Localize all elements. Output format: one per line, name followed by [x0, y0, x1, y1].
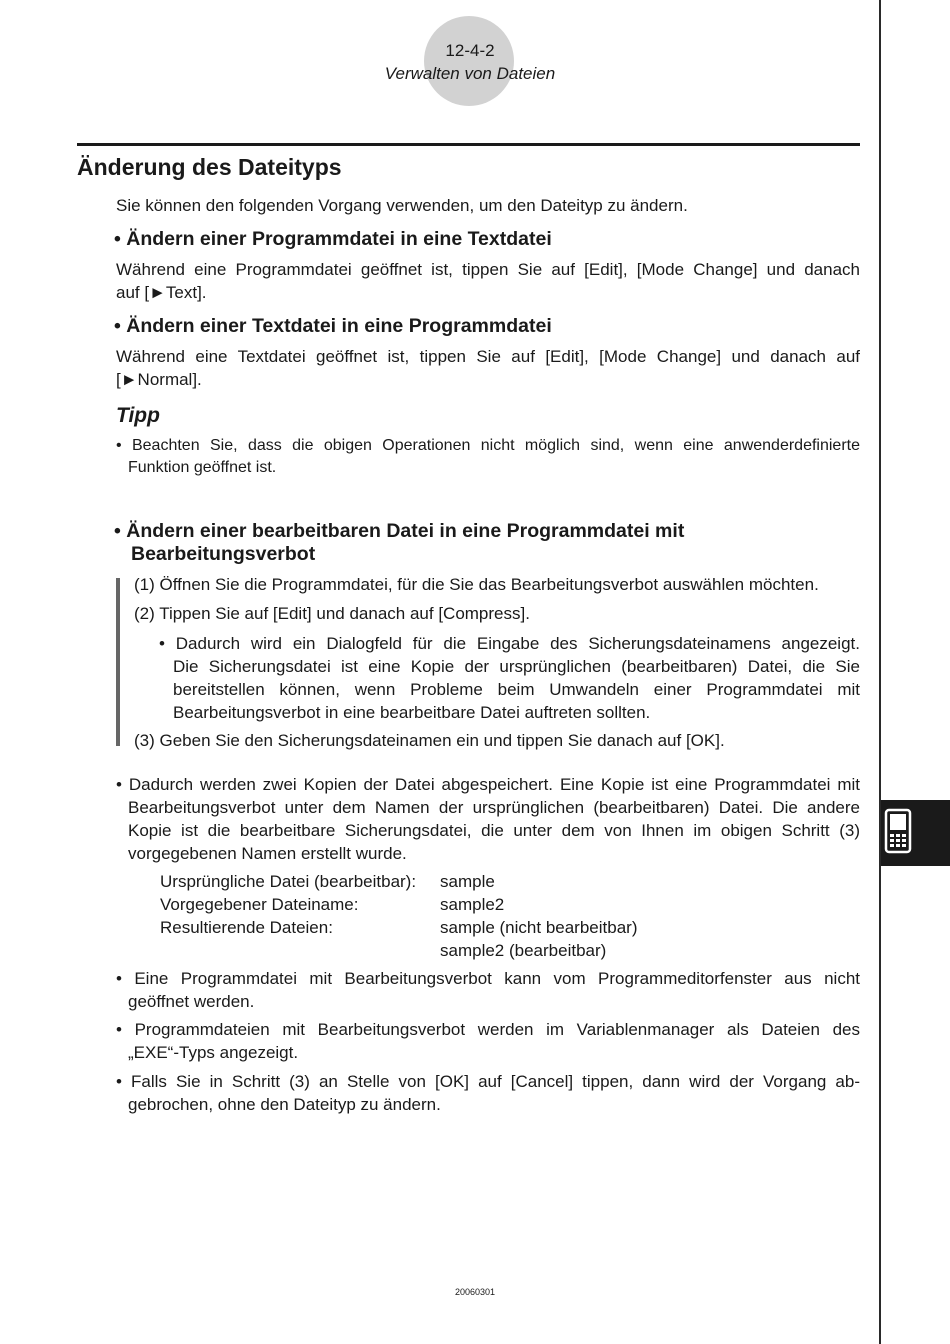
- calculator-icon: [884, 808, 912, 854]
- note-4-line2: gebrochen, ohne den Dateityp zu ändern.: [128, 1095, 441, 1114]
- sub2-heading: • Ändern einer Textdatei in eine Programmdatei: [114, 315, 552, 337]
- step-2-bullet-line2: Die Sicherungsdatei ist eine Kopie der ursprünglichen (bearbeitbaren) Datei, die Sie: [173, 657, 860, 676]
- header-circle: [424, 16, 514, 106]
- sub3-heading-line2: Bearbeitungsverbot: [131, 543, 316, 565]
- header-rule: [77, 143, 860, 146]
- note-2-line2: geöffnet werden.: [128, 992, 255, 1011]
- step-3: (3) Geben Sie den Sicherungsdateinamen ein und tippen Sie danach auf [OK].: [134, 731, 725, 750]
- tip-line2: Funktion geöffnet ist.: [128, 459, 277, 476]
- example-label-2: Vorgegebener Dateiname:: [160, 895, 359, 914]
- example-value-3: sample (nicht bearbeitbar): [440, 918, 638, 937]
- sub1-line2: auf [►Text].: [116, 283, 207, 302]
- tip-line1: • Beachten Sie, dass die obigen Operationen nicht möglich sind, wenn eine anwenderdefinierte: [116, 437, 860, 454]
- sub2-body: [116, 345, 860, 391]
- example-value-4: sample2 (bearbeitbar): [440, 941, 607, 960]
- note-4: [116, 1070, 860, 1116]
- sub3-heading-line1: • Ändern einer bearbeitbaren Datei in eine Programmdatei mit: [114, 520, 685, 542]
- intro-text: Sie können den folgenden Vorgang verwenden, um den Dateityp zu ändern.: [116, 196, 688, 215]
- footer-code: 20060301: [454, 1287, 496, 1297]
- note-2-line1: • Eine Programmdatei mit Bearbeitungsverbot kann vom Programmeditorfenster aus nicht: [116, 969, 860, 988]
- sub2-line1: Während eine Textdatei geöffnet ist, tippen Sie auf [Edit], [Mode Change] und danach auf: [116, 347, 860, 366]
- tip-body: [116, 435, 860, 479]
- example-label-1: Ursprüngliche Datei (bearbeitbar):: [160, 872, 417, 891]
- chapter-tab: [881, 800, 950, 866]
- example-value-1: sample: [440, 872, 495, 891]
- steps-bar: [116, 578, 120, 746]
- section-title: Verwalten von Dateien: [384, 64, 556, 83]
- sub1-body: [116, 258, 860, 304]
- note-1: [116, 773, 860, 865]
- note-3-line2: „EXE“-Typs angezeigt.: [128, 1043, 299, 1062]
- note-3-line1: • Programmdateien mit Bearbeitungsverbot werden im Variablenmanager als Dateien des: [116, 1020, 860, 1039]
- example-label-3: Resultierende Dateien:: [160, 918, 333, 937]
- example-value-2: sample2: [440, 895, 505, 914]
- step-2-bullet: [159, 632, 860, 724]
- page-heading: Änderung des Dateityps: [77, 154, 342, 180]
- page-edge-rule: [879, 0, 881, 1344]
- step-2-bullet-line1: • Dadurch wird ein Dialogfeld für die Eingabe des Sicherungsdateinamens angezeigt.: [159, 634, 860, 653]
- sub3-heading: [114, 520, 684, 566]
- sub1-line1: Während eine Programmdatei geöffnet ist, tippen Sie auf [Edit], [Mode Change] und danach: [116, 260, 860, 279]
- step-1: (1) Öffnen Sie die Programmdatei, für die Sie das Bearbeitungsverbot auswählen möchten.: [134, 575, 819, 594]
- step-2-bullet-line4: Bearbeitungsverbot in eine bearbeitbare Datei auftreten sollten.: [173, 703, 651, 722]
- note-1-line4: vorgegebenen Namen erstellt wurde.: [128, 844, 407, 863]
- sub2-line2: [►Normal].: [116, 370, 202, 389]
- step-2-bullet-line3: bereitstellen können, wenn Probleme beim Umwandeln einer Programmdatei mit: [173, 680, 860, 699]
- note-3: [116, 1018, 860, 1064]
- sub1-heading: • Ändern einer Programmdatei in eine Textdatei: [114, 228, 552, 250]
- step-2: (2) Tippen Sie auf [Edit] und danach auf [Compress].: [134, 604, 530, 623]
- note-1-line2: Bearbeitungsverbot unter dem Namen der ursprünglichen (bearbeitbaren) Datei. Die andere: [128, 798, 860, 817]
- note-1-line1: • Dadurch werden zwei Kopien der Datei abgespeichert. Eine Kopie ist eine Programmdatei mit: [116, 775, 860, 794]
- note-1-line3: Kopie ist die bearbeitbare Sicherungsdatei, die unter dem von Ihnen im obigen Schritt (3): [128, 821, 860, 840]
- tip-heading: Tipp: [116, 404, 160, 427]
- note-2: [116, 967, 860, 1013]
- page-number: 12-4-2: [445, 41, 495, 60]
- note-4-line1: • Falls Sie in Schritt (3) an Stelle von [OK] auf [Cancel] tippen, dann wird der Vorgang ab-: [116, 1072, 860, 1091]
